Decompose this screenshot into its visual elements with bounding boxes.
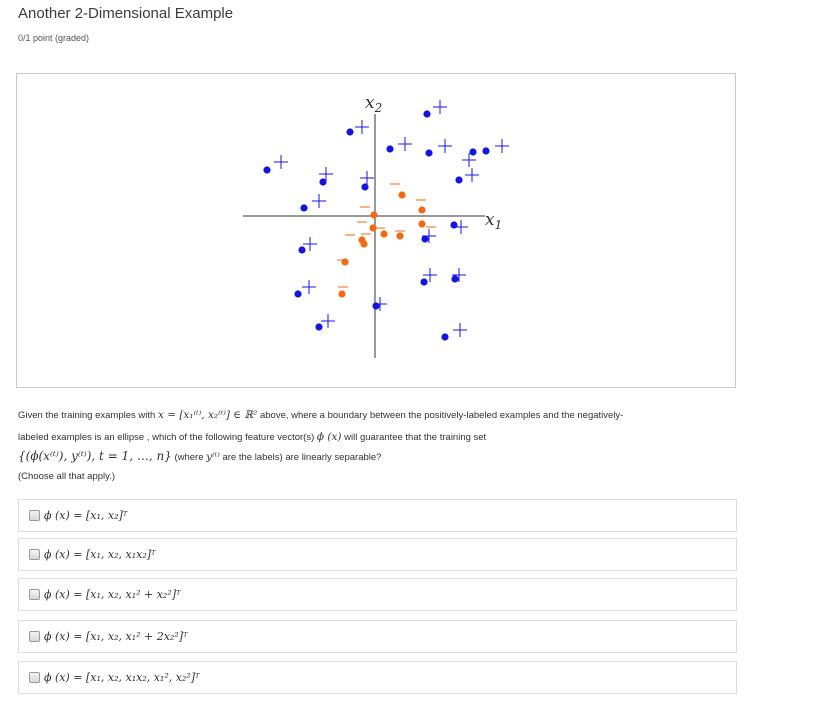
positive-point bbox=[441, 333, 448, 340]
negative-point bbox=[338, 290, 345, 297]
negative-point bbox=[380, 230, 387, 237]
positive-plus-marker bbox=[312, 194, 326, 208]
training-set: {(ϕ(x⁽ᵗ⁾), y⁽ᵗ⁾), t = 1, …, n} bbox=[18, 449, 172, 463]
positive-point bbox=[420, 278, 427, 285]
positive-point bbox=[298, 246, 305, 253]
scatter-figure bbox=[16, 73, 736, 388]
option-3[interactable] bbox=[18, 578, 737, 611]
problem-title: Another 2-Dimensional Example bbox=[18, 5, 234, 22]
option-2-checkbox[interactable] bbox=[29, 549, 40, 560]
scatter-plot bbox=[17, 74, 737, 389]
option-5-label: ϕ (x) = [x₁, x₂, x₁x₂, x₁², x₂²]ᵀ bbox=[44, 671, 200, 684]
positive-plus-marker bbox=[302, 280, 316, 294]
positive-point bbox=[372, 302, 379, 309]
x2-axis-label: x2 bbox=[365, 93, 383, 115]
negative-point bbox=[396, 232, 403, 239]
option-1[interactable] bbox=[18, 499, 737, 532]
positive-plus-marker bbox=[495, 139, 509, 153]
option-1-label: ϕ (x) = [x₁, x₂]ᵀ bbox=[44, 509, 128, 522]
option-2-label: ϕ (x) = [x₁, x₂, x₁x₂]ᵀ bbox=[44, 548, 156, 561]
question-line-2: labeled examples is an ellipse , which of the following feature vector(s) ϕ (x) will guarantee that the training set bbox=[18, 431, 487, 443]
positive-point bbox=[346, 128, 353, 135]
positive-point bbox=[469, 148, 476, 155]
negative-point bbox=[418, 206, 425, 213]
option-5-checkbox[interactable] bbox=[29, 672, 40, 683]
negative-point bbox=[370, 211, 377, 218]
positive-point bbox=[482, 147, 489, 154]
positive-plus-marker bbox=[398, 137, 412, 151]
question-line-3: {(ϕ(x⁽ᵗ⁾), y⁽ᵗ⁾), t = 1, …, n} (where y⁽ᵗ⁾ are the labels) are linearly separable? bbox=[18, 449, 382, 463]
positive-plus-marker bbox=[453, 323, 467, 337]
option-3-label: ϕ (x) = [x₁, x₂, x₁² + x₂²]ᵀ bbox=[44, 588, 181, 601]
positive-point bbox=[451, 275, 458, 282]
option-4-checkbox[interactable] bbox=[29, 631, 40, 642]
option-2[interactable] bbox=[18, 538, 737, 571]
negative-point bbox=[418, 220, 425, 227]
positive-plus-marker bbox=[438, 139, 452, 153]
option-4[interactable] bbox=[18, 620, 737, 653]
option-4-label: ϕ (x) = [x₁, x₂, x₁² + 2x₂²]ᵀ bbox=[44, 630, 188, 643]
positive-plus-marker bbox=[319, 167, 333, 181]
negative-point bbox=[341, 258, 348, 265]
option-5[interactable] bbox=[18, 661, 737, 694]
positive-point bbox=[294, 290, 301, 297]
negative-point bbox=[360, 240, 367, 247]
positive-plus-marker bbox=[274, 155, 288, 169]
positive-plus-marker bbox=[360, 171, 374, 185]
positive-point bbox=[423, 110, 430, 117]
negative-point bbox=[398, 191, 405, 198]
x1-axis-label: x1 bbox=[485, 210, 503, 232]
phi-x: ϕ (x) bbox=[316, 431, 342, 443]
positive-point bbox=[450, 221, 457, 228]
positive-point bbox=[455, 176, 462, 183]
label-y: y⁽ᵗ⁾ bbox=[206, 451, 220, 463]
positive-plus-marker bbox=[355, 120, 369, 134]
x-definition: x = [x₁⁽ᵗ⁾, x₂⁽ᵗ⁾] ∈ ℝ² bbox=[157, 409, 258, 421]
positive-plus-marker bbox=[321, 314, 335, 328]
grade-status: 0/1 point (graded) bbox=[18, 33, 90, 43]
positive-point bbox=[425, 149, 432, 156]
option-3-checkbox[interactable] bbox=[29, 589, 40, 600]
positive-point bbox=[263, 166, 270, 173]
positive-point bbox=[361, 183, 368, 190]
question-instruction: (Choose all that apply.) bbox=[18, 471, 115, 482]
option-1-checkbox[interactable] bbox=[29, 510, 40, 521]
question-line-1: Given the training examples with x = [x₁⁽ᵗ⁾, x₂⁽ᵗ⁾] ∈ ℝ² above, where a boundary between the positively-labeled examples and the negatively- bbox=[18, 409, 624, 421]
positive-plus-marker bbox=[433, 100, 447, 114]
positive-point bbox=[315, 323, 322, 330]
positive-plus-marker bbox=[465, 168, 479, 182]
positive-point bbox=[300, 204, 307, 211]
positive-point bbox=[386, 145, 393, 152]
